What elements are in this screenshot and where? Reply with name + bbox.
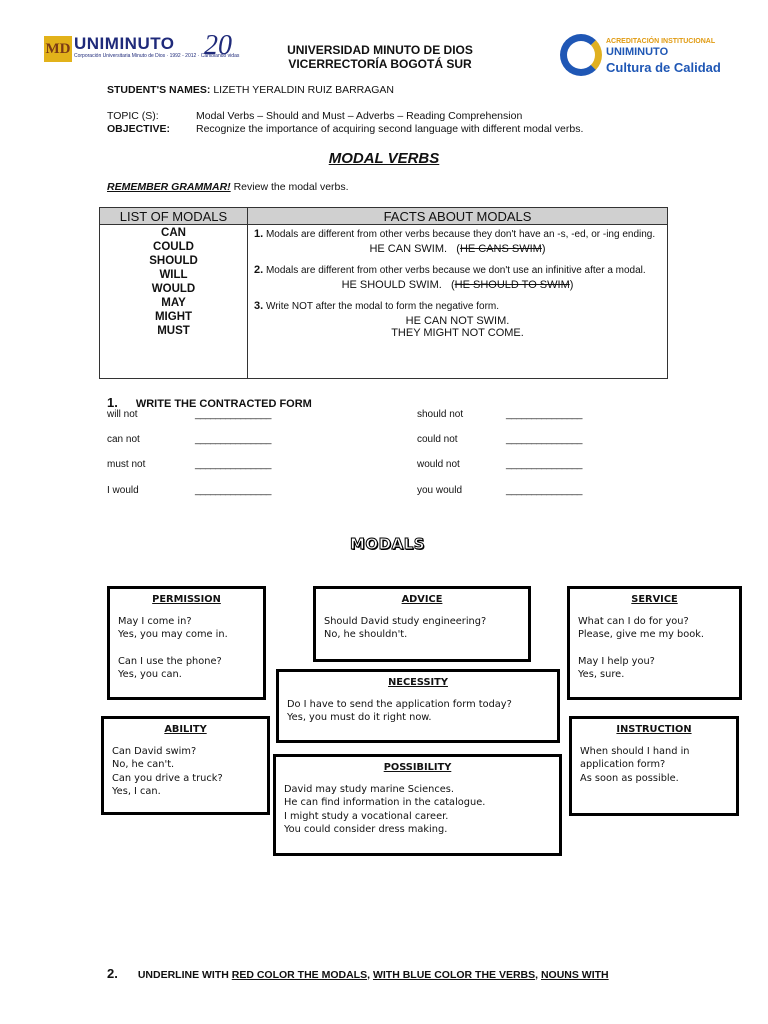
box-title: NECESSITY	[388, 677, 448, 688]
box-line: Should David study engineering?	[324, 615, 487, 627]
permission-box	[107, 586, 266, 700]
box-line: No, he can't.	[112, 759, 175, 770]
fact-example: THEY MIGHT NOT COME.	[391, 327, 524, 339]
exercise-1-instruction: WRITE THE CONTRACTED FORM	[135, 398, 312, 410]
exercise-number: 2.	[107, 966, 118, 981]
fact-text: Modals are different from other verbs because they don't have an -s, -ed, or -ing ending.	[265, 229, 656, 240]
box-line: He can find information in the catalogue.	[284, 797, 486, 808]
ex2-sep: ,	[535, 969, 541, 981]
box-line: As soon as possible.	[580, 772, 679, 784]
exercise-number: 1.	[107, 395, 118, 410]
cf-item: can not	[107, 434, 140, 445]
exercise-2-title	[107, 966, 609, 981]
ex2-red-modals: RED COLOR THE MODALS	[231, 969, 368, 981]
page-title: MODAL VERBS	[328, 150, 440, 167]
fact-example: HE SHOULD SWIM. (HE SHOULD TO SWIM)	[341, 278, 574, 291]
modals-list	[100, 225, 248, 378]
exercise-1-title	[107, 395, 312, 410]
cf-item: you would	[417, 485, 463, 496]
cf-blank[interactable]: _______________	[195, 434, 271, 445]
box-line: Do I have to send the application form today?	[287, 698, 512, 710]
acreditacion-logo	[560, 34, 732, 78]
modal-item: SHOULD	[149, 255, 198, 267]
advice-box	[313, 586, 531, 662]
list-of-modals-header: LIST OF MODALS	[100, 208, 248, 225]
box-line: Can I use the phone?	[118, 655, 222, 667]
example-wrong: HE SHOULD TO SWIM	[454, 278, 570, 291]
modal-item: MIGHT	[154, 311, 193, 323]
modals-table	[99, 207, 668, 379]
cf-blank[interactable]: _______________	[195, 409, 271, 420]
box-line: May I come in?	[118, 615, 192, 627]
box-line: What can I do for you?	[578, 615, 689, 627]
fact-text: Modals are different from other verbs because we don't use an infinitive after a modal.	[265, 265, 646, 276]
fact-number: 2.	[254, 264, 264, 276]
cf-blank[interactable]: _______________	[195, 485, 271, 496]
example-correct: HE SHOULD SWIM.	[341, 278, 442, 291]
fact-text: Write NOT after the modal to form the negative form.	[265, 301, 500, 312]
box-line: Can you drive a truck?	[112, 772, 223, 784]
cf-item: must not	[107, 459, 146, 470]
cf-blank[interactable]: _______________	[506, 485, 582, 496]
student-value: LIZETH YERALDIN RUIZ BARRAGAN	[213, 84, 395, 96]
acreditacion-emblem-icon	[560, 34, 602, 76]
modal-item: WOULD	[151, 283, 196, 295]
box-line: Yes, sure.	[578, 669, 625, 680]
remember-text: Review the modal verbs.	[233, 181, 349, 193]
remember-emphasis: REMEMBER GRAMMAR!	[107, 181, 231, 193]
facts-header: FACTS ABOUT MODALS	[248, 208, 667, 225]
cf-item: could not	[417, 434, 458, 445]
example-correct: HE CAN SWIM.	[369, 242, 448, 255]
box-line: Yes, you must do it right now.	[287, 712, 432, 723]
instruction-box	[569, 716, 739, 816]
logo-name: UNIMINUTO	[74, 34, 175, 53]
modal-item: COULD	[153, 241, 194, 253]
cf-blank[interactable]: _______________	[195, 459, 271, 470]
box-title: POSSIBILITY	[383, 762, 452, 773]
box-title: ABILITY	[164, 724, 207, 735]
box-title: ADVICE	[401, 594, 443, 605]
box-line: I might study a vocational career.	[284, 810, 449, 822]
modal-item: MAY	[161, 297, 186, 309]
box-line: No, he shouldn't.	[324, 629, 408, 640]
fact-1	[254, 228, 661, 255]
ex2-text: UNDERLINE WITH	[137, 969, 232, 981]
cf-item: should not	[417, 409, 464, 420]
box-line: You could consider dress making.	[284, 824, 448, 835]
fact-2	[254, 264, 661, 291]
ex2-blue-verbs: WITH BLUE COLOR THE VERBS	[372, 969, 536, 981]
topic-value: Modal Verbs – Should and Must – Adverbs – Reading Comprehension	[196, 110, 523, 122]
facts-list	[248, 225, 667, 378]
logo-tagline: Corporación Universitaria Minuto de Dios · 1992 - 2012 · Cambiando vidas	[74, 53, 240, 59]
possibility-box	[273, 754, 562, 856]
student-label: STUDENT'S NAMES:	[107, 84, 211, 96]
box-line: Yes, you can.	[118, 669, 182, 680]
cf-item: would not	[417, 459, 460, 470]
student-names-row	[107, 84, 394, 96]
modal-item: CAN	[161, 227, 186, 239]
ability-box	[101, 716, 270, 815]
necessity-box	[276, 669, 560, 743]
cf-item: will not	[107, 409, 138, 420]
box-line: Please, give me my book.	[578, 629, 705, 640]
acreditacion-line2: UNIMINUTO	[606, 46, 669, 58]
university-title: UNIVERSIDAD MINUTO DE DIOS	[287, 43, 473, 57]
cf-item: I would	[107, 485, 139, 496]
box-line: Yes, you may come in.	[118, 629, 228, 640]
ex2-sep: ,	[367, 969, 373, 981]
cf-blank[interactable]: _______________	[506, 459, 582, 470]
fact-example: HE CAN SWIM. (HE CANS SWIM)	[369, 242, 546, 255]
cf-blank[interactable]: _______________	[506, 434, 582, 445]
cf-blank[interactable]: _______________	[506, 409, 582, 420]
fact-number: 1.	[254, 228, 264, 240]
box-line: May I help you?	[578, 655, 655, 667]
remember-grammar-line	[107, 181, 349, 193]
box-line: Yes, I can.	[112, 786, 161, 797]
service-box	[567, 586, 742, 700]
example-wrong: HE CANS SWIM	[459, 242, 542, 255]
acreditacion-line3: Cultura de Calidad	[606, 60, 721, 75]
modal-item: MUST	[157, 325, 190, 337]
vicerrectoria-title: VICERRECTORÍA BOGOTÁ SUR	[288, 57, 472, 71]
box-title: INSTRUCTION	[616, 724, 692, 735]
fact-number: 3.	[254, 300, 264, 312]
box-line: application form?	[580, 759, 666, 770]
logo-anniversary: 20	[204, 30, 232, 61]
topic-label: TOPIC (S):	[107, 110, 159, 122]
modals-wordart: MODALS	[350, 535, 426, 553]
objective-label: OBJECTIVE:	[107, 123, 171, 135]
acreditacion-line1: ACREDITACIÓN INSTITUCIONAL	[606, 38, 716, 45]
modal-item: WILL	[159, 269, 188, 281]
ex2-nouns: NOUNS WITH	[540, 969, 609, 981]
md-badge: MD	[44, 36, 72, 62]
objective-value: Recognize the importance of acquiring second language with different modal verbs.	[196, 123, 584, 135]
box-line: Can David swim?	[112, 745, 197, 757]
box-title: PERMISSION	[152, 594, 221, 605]
fact-3	[254, 300, 661, 340]
box-line: When should I hand in	[580, 745, 690, 757]
box-line: David may study marine Sciences.	[284, 783, 454, 795]
fact-example: HE CAN NOT SWIM.	[405, 314, 510, 327]
uniminuto-20-logo	[44, 30, 244, 68]
box-title: SERVICE	[631, 594, 678, 605]
